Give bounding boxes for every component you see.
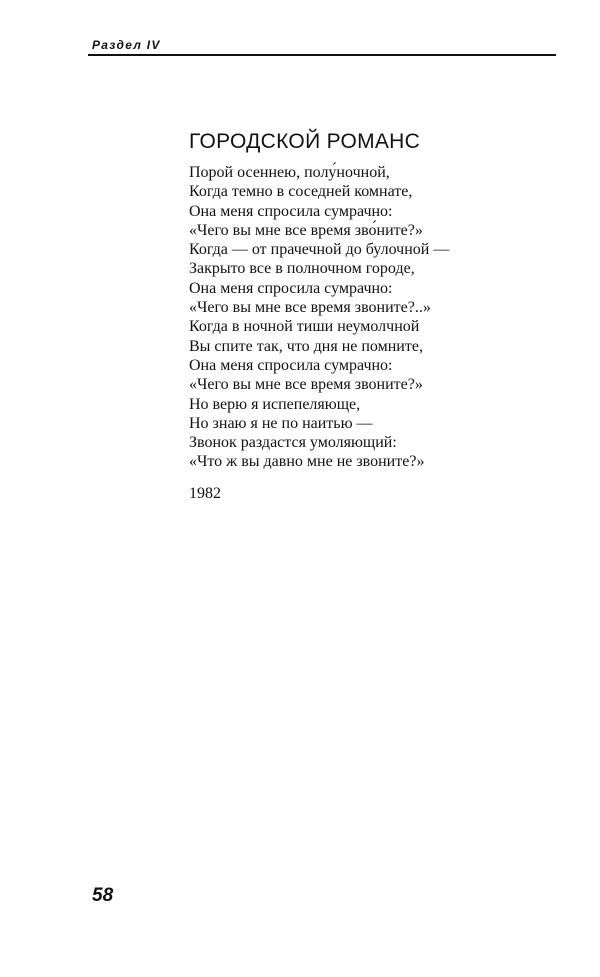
poem-line: Когда в ночной тиши неумолчной (189, 318, 420, 336)
poem-line: Звонок раздастся умоляющий: (189, 434, 397, 452)
poem-title: ГОРОДСКОЙ РОМАНС (189, 130, 421, 153)
poem-year: 1982 (189, 485, 221, 502)
poem-line: Но знаю я не по наитью — (189, 414, 373, 432)
poem-line: Она меня спросила сумрачно: (189, 202, 393, 220)
header-rule (88, 54, 556, 56)
poem-line: Когда темно в соседней комнате, (189, 183, 413, 201)
poem-line: «Что ж вы давно мне не звоните?» (189, 453, 425, 471)
poem-line: Порой осеннею, полу́ночной, (189, 164, 390, 181)
poem-line: Она меня спросила сумрачно: (189, 279, 393, 297)
poem-line: Закрыто все в полночном городе, (189, 260, 415, 278)
poem-line: Но верю я испепеляюще, (189, 395, 361, 413)
page-number: 58 (92, 885, 114, 906)
poem-line: Вы спите так, что дня не помните, (189, 337, 423, 355)
poem-text (189, 163, 449, 472)
running-head: Раздел IV (92, 38, 161, 52)
poem-line: Она меня спросила сумрачно: (189, 356, 393, 374)
poem-line: «Чего вы мне все время звоните?» (189, 376, 423, 394)
poem-line: «Чего вы мне все время зво́ните?» (189, 221, 423, 239)
poem-line: Когда — от прачечной до булочной — (189, 241, 450, 259)
poem-line: «Чего вы мне все время звоните?..» (189, 299, 431, 317)
